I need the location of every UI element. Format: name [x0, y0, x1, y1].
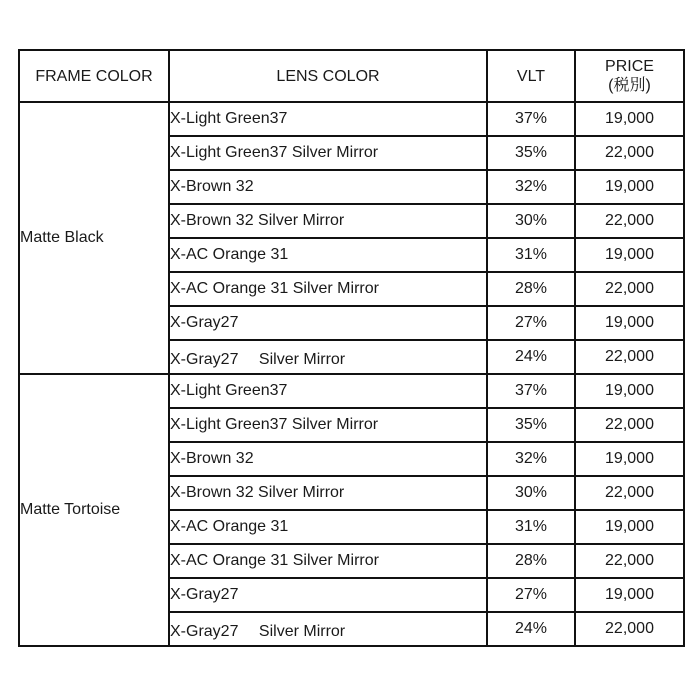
lens-color-cell: X-Gray27	[169, 578, 487, 612]
lens-color-cell: X-AC Orange 31 Silver Mirror	[169, 272, 487, 306]
vlt-cell: 28%	[487, 544, 575, 578]
lens-color-cell: X-Brown 32	[169, 442, 487, 476]
price-cell: 19,000	[575, 374, 684, 408]
vlt-cell: 27%	[487, 578, 575, 612]
table-row	[19, 374, 684, 408]
vlt-cell: 32%	[487, 442, 575, 476]
vlt-cell: 37%	[487, 374, 575, 408]
table-row	[19, 102, 684, 136]
price-cell: 22,000	[575, 408, 684, 442]
vlt-cell: 27%	[487, 306, 575, 340]
lens-color-cell: X-AC Orange 31	[169, 238, 487, 272]
header-vlt: VLT	[487, 50, 575, 102]
vlt-cell: 35%	[487, 408, 575, 442]
price-cell: 22,000	[575, 476, 684, 510]
vlt-cell: 32%	[487, 170, 575, 204]
price-cell: 22,000	[575, 204, 684, 238]
price-cell: 22,000	[575, 612, 684, 646]
table-header	[19, 50, 684, 102]
lens-spec-table	[18, 49, 685, 647]
header-price	[575, 50, 684, 102]
lens-color-cell: X-Light Green37 Silver Mirror	[169, 136, 487, 170]
price-cell: 19,000	[575, 510, 684, 544]
lens-color-cell: X-AC Orange 31 Silver Mirror	[169, 544, 487, 578]
price-cell: 19,000	[575, 578, 684, 612]
lens-color-cell: X-Gray27	[169, 306, 487, 340]
price-cell: 19,000	[575, 238, 684, 272]
table-body	[19, 102, 684, 646]
vlt-cell: 35%	[487, 136, 575, 170]
vlt-cell: 28%	[487, 272, 575, 306]
vlt-cell: 30%	[487, 476, 575, 510]
lens-color-cell: X-Gray27 Silver Mirror	[169, 612, 487, 646]
price-cell: 22,000	[575, 272, 684, 306]
frame-color-cell: Matte Tortoise	[19, 374, 169, 646]
price-cell: 19,000	[575, 102, 684, 136]
lens-color-cell: X-Brown 32 Silver Mirror	[169, 476, 487, 510]
price-cell: 19,000	[575, 306, 684, 340]
price-cell: 22,000	[575, 340, 684, 374]
vlt-cell: 24%	[487, 612, 575, 646]
header-row	[19, 50, 684, 102]
lens-color-cell: X-Brown 32 Silver Mirror	[169, 204, 487, 238]
lens-color-cell: X-Light Green37	[169, 374, 487, 408]
lens-color-cell: X-Light Green37 Silver Mirror	[169, 408, 487, 442]
vlt-cell: 31%	[487, 510, 575, 544]
price-cell: 22,000	[575, 136, 684, 170]
vlt-cell: 24%	[487, 340, 575, 374]
lens-color-cell: X-Brown 32	[169, 170, 487, 204]
lens-color-cell: X-Light Green37	[169, 102, 487, 136]
price-cell: 22,000	[575, 544, 684, 578]
frame-color-cell: Matte Black	[19, 102, 169, 374]
vlt-cell: 31%	[487, 238, 575, 272]
vlt-cell: 37%	[487, 102, 575, 136]
vlt-cell: 30%	[487, 204, 575, 238]
header-price-label: PRICE	[605, 58, 654, 75]
header-price-tax-note: (税別)	[608, 77, 651, 94]
price-cell: 19,000	[575, 442, 684, 476]
lens-color-cell: X-Gray27 Silver Mirror	[169, 340, 487, 374]
header-lens-color: LENS COLOR	[169, 50, 487, 102]
header-frame-color: FRAME COLOR	[19, 50, 169, 102]
price-cell: 19,000	[575, 170, 684, 204]
lens-color-cell: X-AC Orange 31	[169, 510, 487, 544]
